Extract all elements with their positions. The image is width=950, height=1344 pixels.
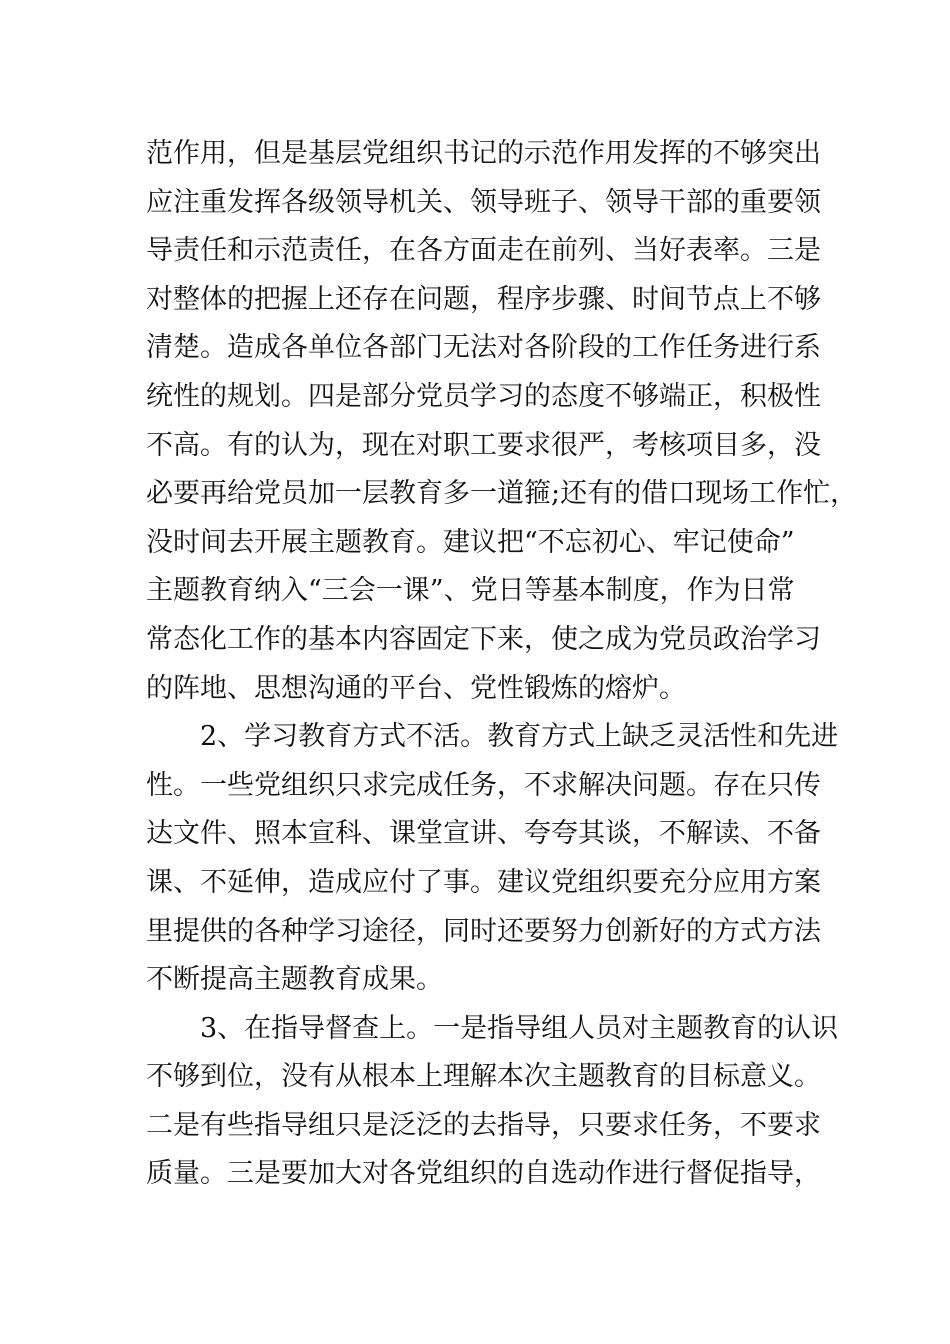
- document-body: [146, 130, 858, 1199]
- text-line: 没时间去开展主题教育。建议把“不忘初心、牢记使命”: [146, 526, 795, 558]
- text-line: 3、在指导督查上。一是指导组人员对主题教育的认识: [200, 1012, 839, 1044]
- text-line: 二是有些指导组只是泛泛的去指导，只要求任务，不要求: [146, 1109, 821, 1141]
- text-line: 2、学习教育方式不活。教育方式上缺乏灵活性和先进: [200, 721, 839, 753]
- text-line: 不断提高主题教育成果。: [146, 964, 443, 996]
- text-line: 对整体的把握上还存在问题，程序步骤、时间节点上不够: [146, 283, 821, 315]
- text-line: 性。一些党组织只求完成任务，不求解决问题。存在只传: [146, 769, 821, 801]
- paragraph-3: [146, 1005, 839, 1199]
- text-line: 统性的规划。四是部分党员学习的态度不够端正，积极性: [146, 380, 821, 412]
- text-line: 清楚。造成各单位各部门无法对各阶段的工作任务进行系: [146, 332, 821, 364]
- paragraph-1: [146, 130, 858, 713]
- text-line: 不高。有的认为，现在对职工要求很严，考核项目多，没: [146, 429, 821, 461]
- text-line: 不够到位，没有从根本上理解本次主题教育的目标意义。: [146, 1061, 821, 1093]
- text-line: 应注重发挥各级领导机关、领导班子、领导干部的重要领: [146, 186, 821, 218]
- text-line: 常态化工作的基本内容固定下来，使之成为党员政治学习: [146, 623, 821, 655]
- text-line: 质量。三是要加大对各党组织的自选动作进行督促指导，: [146, 1158, 821, 1190]
- text-line: 达文件、照本宣科、课堂宣讲、夸夸其谈，不解读、不备: [146, 818, 821, 850]
- text-line: 必要再给党员加一层教育多一道箍;还有的借口现场工作忙，: [146, 478, 858, 510]
- text-line: 的阵地、思想沟通的平台、党性锻炼的熔炉。: [146, 672, 686, 704]
- text-line: 范作用，但是基层党组织书记的示范作用发挥的不够突出: [146, 138, 821, 169]
- text-line: 里提供的各种学习途径，同时还要努力创新好的方式方法: [146, 915, 821, 947]
- text-line: 导责任和示范责任，在各方面走在前列、当好表率。三是: [146, 235, 821, 267]
- paragraph-2: [146, 713, 839, 1005]
- text-line: 主题教育纳入“三会一课”、党日等基本制度，作为日常: [146, 575, 795, 607]
- text-line: 课、不延伸，造成应付了事。建议党组织要充分应用方案: [146, 866, 821, 898]
